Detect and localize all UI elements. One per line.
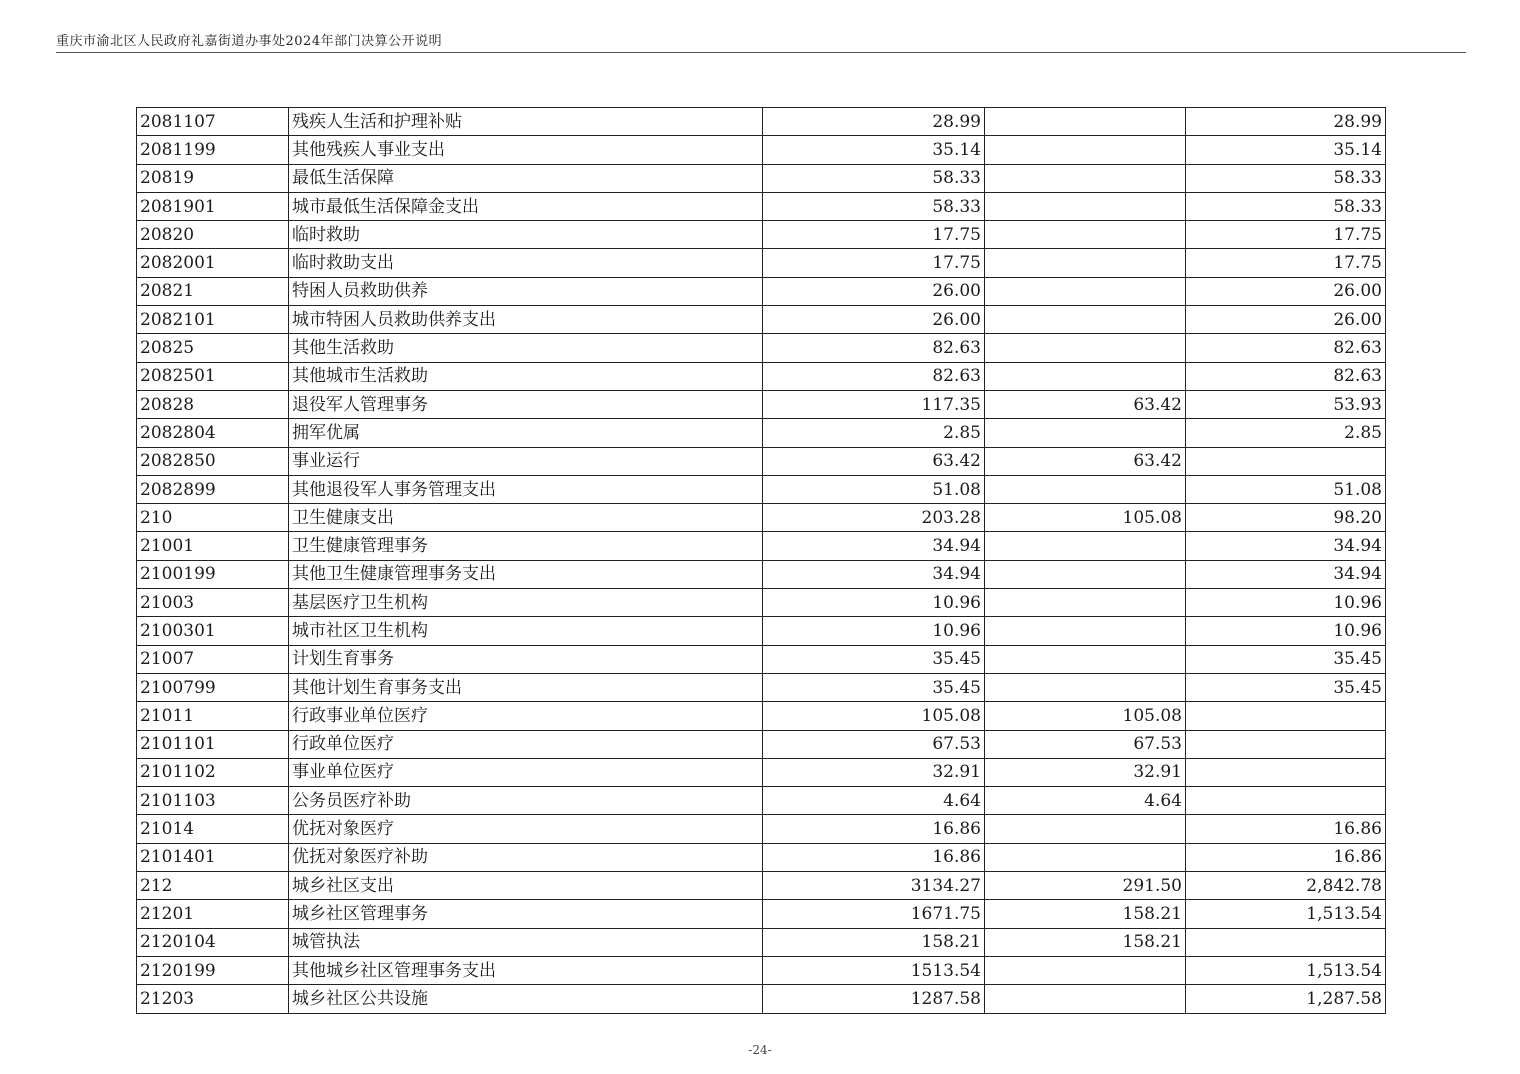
total-expenditure-cell: 67.53 — [763, 730, 985, 758]
subject-code-cell: 20821 — [137, 277, 289, 305]
table-row — [137, 645, 1386, 673]
project-expenditure-cell: 82.63 — [1186, 334, 1386, 362]
table-row — [137, 277, 1386, 305]
total-expenditure-cell: 82.63 — [763, 362, 985, 390]
project-expenditure-cell — [1186, 928, 1386, 956]
total-expenditure-cell: 4.64 — [763, 787, 985, 815]
project-expenditure-cell: 10.96 — [1186, 617, 1386, 645]
total-expenditure-cell: 2.85 — [763, 419, 985, 447]
table-row — [137, 985, 1386, 1013]
table-row — [137, 390, 1386, 418]
subject-code-cell: 2120199 — [137, 956, 289, 984]
table-row — [137, 928, 1386, 956]
subject-code-cell: 2082804 — [137, 419, 289, 447]
subject-name-cell: 其他城乡社区管理事务支出 — [289, 956, 763, 984]
table-row — [137, 475, 1386, 503]
table-row — [137, 560, 1386, 588]
basic-expenditure-cell: 4.64 — [985, 787, 1186, 815]
basic-expenditure-cell — [985, 843, 1186, 871]
subject-name-cell: 卫生健康支出 — [289, 504, 763, 532]
project-expenditure-cell: 28.99 — [1186, 108, 1386, 136]
table-row — [137, 758, 1386, 786]
total-expenditure-cell: 117.35 — [763, 390, 985, 418]
subject-code-cell: 2081901 — [137, 192, 289, 220]
subject-code-cell: 2081199 — [137, 136, 289, 164]
page-number: -24- — [748, 1043, 772, 1057]
project-expenditure-cell: 51.08 — [1186, 475, 1386, 503]
subject-name-cell: 最低生活保障 — [289, 164, 763, 192]
project-expenditure-cell: 2,842.78 — [1186, 872, 1386, 900]
project-expenditure-cell: 10.96 — [1186, 589, 1386, 617]
subject-code-cell: 21001 — [137, 532, 289, 560]
subject-name-cell: 卫生健康管理事务 — [289, 532, 763, 560]
header-divider — [56, 52, 1466, 53]
basic-expenditure-cell: 63.42 — [985, 447, 1186, 475]
total-expenditure-cell: 10.96 — [763, 617, 985, 645]
table-row — [137, 956, 1386, 984]
total-expenditure-cell: 26.00 — [763, 306, 985, 334]
basic-expenditure-cell — [985, 956, 1186, 984]
basic-expenditure-cell — [985, 277, 1186, 305]
subject-name-cell: 其他卫生健康管理事务支出 — [289, 560, 763, 588]
subject-name-cell: 基层医疗卫生机构 — [289, 589, 763, 617]
basic-expenditure-cell — [985, 108, 1186, 136]
subject-code-cell: 21201 — [137, 900, 289, 928]
subject-code-cell: 21007 — [137, 645, 289, 673]
basic-expenditure-cell — [985, 532, 1186, 560]
subject-name-cell: 城乡社区公共设施 — [289, 985, 763, 1013]
subject-code-cell: 21011 — [137, 702, 289, 730]
table-row — [137, 108, 1386, 136]
project-expenditure-cell — [1186, 447, 1386, 475]
budget-expenditure-table — [136, 107, 1386, 1014]
subject-name-cell: 城管执法 — [289, 928, 763, 956]
subject-code-cell: 21003 — [137, 589, 289, 617]
table-row — [137, 334, 1386, 362]
project-expenditure-cell: 35.45 — [1186, 645, 1386, 673]
project-expenditure-cell — [1186, 758, 1386, 786]
total-expenditure-cell: 16.86 — [763, 843, 985, 871]
total-expenditure-cell: 35.14 — [763, 136, 985, 164]
basic-expenditure-cell — [985, 645, 1186, 673]
basic-expenditure-cell — [985, 475, 1186, 503]
subject-name-cell: 优抚对象医疗补助 — [289, 843, 763, 871]
table-row — [137, 504, 1386, 532]
subject-code-cell: 2100199 — [137, 560, 289, 588]
table-row — [137, 136, 1386, 164]
total-expenditure-cell: 1287.58 — [763, 985, 985, 1013]
table-body — [137, 108, 1386, 1014]
subject-name-cell: 残疾人生活和护理补贴 — [289, 108, 763, 136]
total-expenditure-cell: 158.21 — [763, 928, 985, 956]
project-expenditure-cell: 17.75 — [1186, 221, 1386, 249]
total-expenditure-cell: 34.94 — [763, 532, 985, 560]
total-expenditure-cell: 1513.54 — [763, 956, 985, 984]
subject-code-cell: 2082899 — [137, 475, 289, 503]
project-expenditure-cell: 34.94 — [1186, 560, 1386, 588]
subject-name-cell: 事业运行 — [289, 447, 763, 475]
project-expenditure-cell: 58.33 — [1186, 192, 1386, 220]
table-row — [137, 617, 1386, 645]
table-row — [137, 362, 1386, 390]
project-expenditure-cell: 26.00 — [1186, 306, 1386, 334]
table-row — [137, 447, 1386, 475]
table-row — [137, 419, 1386, 447]
subject-name-cell: 其他生活救助 — [289, 334, 763, 362]
subject-code-cell: 2081107 — [137, 108, 289, 136]
table-row — [137, 249, 1386, 277]
total-expenditure-cell: 63.42 — [763, 447, 985, 475]
project-expenditure-cell: 2.85 — [1186, 419, 1386, 447]
document-header-title: 重庆市渝北区人民政府礼嘉街道办事处2024年部门决算公开说明 — [56, 34, 443, 49]
subject-name-cell: 其他残疾人事业支出 — [289, 136, 763, 164]
table-row — [137, 221, 1386, 249]
project-expenditure-cell: 17.75 — [1186, 249, 1386, 277]
basic-expenditure-cell — [985, 221, 1186, 249]
subject-name-cell: 临时救助 — [289, 221, 763, 249]
basic-expenditure-cell — [985, 419, 1186, 447]
basic-expenditure-cell: 67.53 — [985, 730, 1186, 758]
subject-code-cell: 212 — [137, 872, 289, 900]
basic-expenditure-cell — [985, 164, 1186, 192]
subject-code-cell: 2101101 — [137, 730, 289, 758]
total-expenditure-cell: 32.91 — [763, 758, 985, 786]
subject-name-cell: 城市社区卫生机构 — [289, 617, 763, 645]
subject-code-cell: 20828 — [137, 390, 289, 418]
basic-expenditure-cell: 158.21 — [985, 900, 1186, 928]
project-expenditure-cell — [1186, 787, 1386, 815]
total-expenditure-cell: 203.28 — [763, 504, 985, 532]
subject-code-cell: 2101103 — [137, 787, 289, 815]
table-row — [137, 673, 1386, 701]
subject-name-cell: 特困人员救助供养 — [289, 277, 763, 305]
basic-expenditure-cell: 63.42 — [985, 390, 1186, 418]
subject-name-cell: 其他计划生育事务支出 — [289, 673, 763, 701]
table-row — [137, 589, 1386, 617]
subject-code-cell: 2100301 — [137, 617, 289, 645]
basic-expenditure-cell: 105.08 — [985, 504, 1186, 532]
project-expenditure-cell: 53.93 — [1186, 390, 1386, 418]
subject-code-cell: 21014 — [137, 815, 289, 843]
table-row — [137, 164, 1386, 192]
basic-expenditure-cell: 105.08 — [985, 702, 1186, 730]
project-expenditure-cell: 1,513.54 — [1186, 956, 1386, 984]
total-expenditure-cell: 10.96 — [763, 589, 985, 617]
project-expenditure-cell: 35.14 — [1186, 136, 1386, 164]
table-row — [137, 872, 1386, 900]
total-expenditure-cell: 1671.75 — [763, 900, 985, 928]
total-expenditure-cell: 3134.27 — [763, 872, 985, 900]
subject-name-cell: 行政事业单位医疗 — [289, 702, 763, 730]
subject-name-cell: 其他城市生活救助 — [289, 362, 763, 390]
table-row — [137, 815, 1386, 843]
basic-expenditure-cell — [985, 617, 1186, 645]
table-row — [137, 702, 1386, 730]
subject-code-cell: 2082101 — [137, 306, 289, 334]
basic-expenditure-cell — [985, 673, 1186, 701]
project-expenditure-cell — [1186, 730, 1386, 758]
subject-code-cell: 2101102 — [137, 758, 289, 786]
subject-name-cell: 退役军人管理事务 — [289, 390, 763, 418]
subject-name-cell: 事业单位医疗 — [289, 758, 763, 786]
table-row — [137, 532, 1386, 560]
subject-name-cell: 其他退役军人事务管理支出 — [289, 475, 763, 503]
basic-expenditure-cell — [985, 249, 1186, 277]
subject-code-cell: 20819 — [137, 164, 289, 192]
project-expenditure-cell: 16.86 — [1186, 843, 1386, 871]
subject-code-cell: 2120104 — [137, 928, 289, 956]
subject-name-cell: 城市最低生活保障金支出 — [289, 192, 763, 220]
table-row — [137, 306, 1386, 334]
project-expenditure-cell: 35.45 — [1186, 673, 1386, 701]
total-expenditure-cell: 16.86 — [763, 815, 985, 843]
total-expenditure-cell: 28.99 — [763, 108, 985, 136]
total-expenditure-cell: 17.75 — [763, 249, 985, 277]
subject-code-cell: 2101401 — [137, 843, 289, 871]
subject-code-cell: 2082501 — [137, 362, 289, 390]
subject-name-cell: 临时救助支出 — [289, 249, 763, 277]
subject-code-cell: 20820 — [137, 221, 289, 249]
basic-expenditure-cell — [985, 192, 1186, 220]
project-expenditure-cell: 58.33 — [1186, 164, 1386, 192]
table-row — [137, 787, 1386, 815]
subject-code-cell: 2100799 — [137, 673, 289, 701]
project-expenditure-cell: 1,513.54 — [1186, 900, 1386, 928]
table-row — [137, 900, 1386, 928]
total-expenditure-cell: 105.08 — [763, 702, 985, 730]
subject-code-cell: 21203 — [137, 985, 289, 1013]
subject-name-cell: 城乡社区管理事务 — [289, 900, 763, 928]
table-row — [137, 730, 1386, 758]
project-expenditure-cell: 98.20 — [1186, 504, 1386, 532]
subject-name-cell: 城乡社区支出 — [289, 872, 763, 900]
basic-expenditure-cell — [985, 334, 1186, 362]
basic-expenditure-cell — [985, 985, 1186, 1013]
basic-expenditure-cell: 32.91 — [985, 758, 1186, 786]
basic-expenditure-cell — [985, 306, 1186, 334]
subject-name-cell: 城市特困人员救助供养支出 — [289, 306, 763, 334]
table-row — [137, 843, 1386, 871]
subject-name-cell: 公务员医疗补助 — [289, 787, 763, 815]
total-expenditure-cell: 34.94 — [763, 560, 985, 588]
subject-name-cell: 拥军优属 — [289, 419, 763, 447]
project-expenditure-cell: 1,287.58 — [1186, 985, 1386, 1013]
total-expenditure-cell: 58.33 — [763, 164, 985, 192]
total-expenditure-cell: 26.00 — [763, 277, 985, 305]
subject-code-cell: 20825 — [137, 334, 289, 362]
subject-code-cell: 2082850 — [137, 447, 289, 475]
total-expenditure-cell: 17.75 — [763, 221, 985, 249]
subject-code-cell: 2082001 — [137, 249, 289, 277]
table-row — [137, 192, 1386, 220]
basic-expenditure-cell: 291.50 — [985, 872, 1186, 900]
basic-expenditure-cell — [985, 560, 1186, 588]
basic-expenditure-cell: 158.21 — [985, 928, 1186, 956]
total-expenditure-cell: 58.33 — [763, 192, 985, 220]
subject-name-cell: 计划生育事务 — [289, 645, 763, 673]
project-expenditure-cell: 34.94 — [1186, 532, 1386, 560]
total-expenditure-cell: 82.63 — [763, 334, 985, 362]
project-expenditure-cell: 82.63 — [1186, 362, 1386, 390]
total-expenditure-cell: 35.45 — [763, 645, 985, 673]
basic-expenditure-cell — [985, 815, 1186, 843]
subject-code-cell: 210 — [137, 504, 289, 532]
basic-expenditure-cell — [985, 589, 1186, 617]
project-expenditure-cell: 16.86 — [1186, 815, 1386, 843]
project-expenditure-cell: 26.00 — [1186, 277, 1386, 305]
basic-expenditure-cell — [985, 362, 1186, 390]
total-expenditure-cell: 35.45 — [763, 673, 985, 701]
subject-name-cell: 行政单位医疗 — [289, 730, 763, 758]
subject-name-cell: 优抚对象医疗 — [289, 815, 763, 843]
total-expenditure-cell: 51.08 — [763, 475, 985, 503]
basic-expenditure-cell — [985, 136, 1186, 164]
project-expenditure-cell — [1186, 702, 1386, 730]
